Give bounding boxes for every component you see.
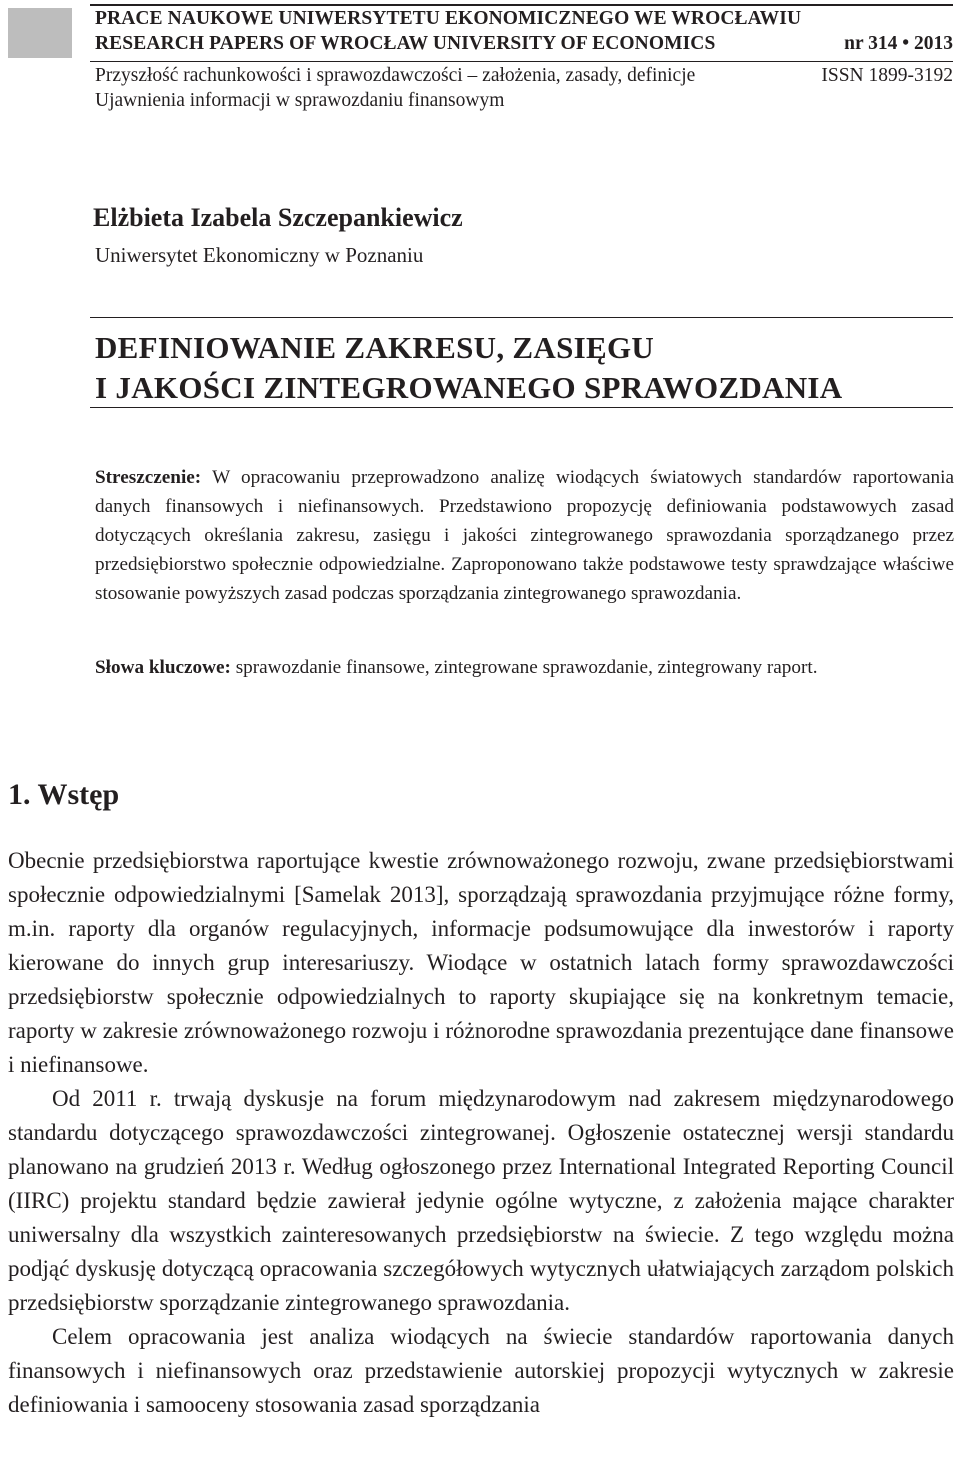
keywords-label: Słowa kluczowe: [95, 657, 231, 678]
keywords-text: sprawozdanie finansowe, zintegrowane sprawozdanie, zintegrowany raport. [235, 657, 818, 678]
journal-name-polish: PRACE NAUKOWE UNIWERSYTETU EKONOMICZNEGO WE WROCŁAWIU [95, 8, 802, 29]
body-paragraph-1: Obecnie przedsiębiorstwa raportujące kwestie zrównoważonego rozwoju, zwane przedsiębiorstwami społecznie odpowiedzialnymi [Samelak 2013], sporządzają sprawozdania przyjmujące różne formy, m.in. raporty dla organów regulacyjnych, informacje podsumowujące dla inwestorów i raporty kierowane do innych grup interesariuszy. Wiodące w ostatnich latach formy sprawozdawczości przedsiębiorstw społecznie odpowiedzialnych to raporty skupiające się na konkretnym temacie, raporty w zakresie zrównoważonego rozwoju i różnorodne sprawozdania prezentujące dane finansowe i niefinansowe. [8, 848, 954, 1077]
paper-title [95, 328, 842, 408]
header-top-rule [90, 4, 953, 6]
title-bottom-rule [90, 407, 953, 408]
paper-title-line-2: I JAKOŚCI ZINTEGROWANEGO SPRAWOZDANIA [95, 370, 843, 405]
title-top-rule [90, 317, 953, 318]
keywords [95, 653, 954, 682]
abstract [95, 463, 954, 608]
paper-title-line-1: DEFINIOWANIE ZAKRESU, ZASIĘGU [95, 330, 655, 365]
abstract-label: Streszczenie: [95, 467, 202, 488]
series-title: Przyszłość rachunkowości i sprawozdawczości – założenia, zasady, definicje [95, 65, 696, 86]
journal-name-english: RESEARCH PAPERS OF WROCŁAW UNIVERSITY OF ECONOMICS [95, 33, 716, 54]
issn-number: ISSN 1899-3192 [821, 65, 953, 86]
header-gray-block [8, 8, 72, 58]
volume-title: Ujawnienia informacji w sprawozdaniu finansowym [95, 90, 505, 111]
body-paragraph-3: Celem opracowania jest analiza wiodących na świecie standardów raportowania danych finansowych i niefinansowych oraz przedstawienie autorskiej propozycji wytycznych w zakresie definiowania i samooceny stosowania zasad sporządzania [8, 1324, 954, 1417]
body-paragraph-2: Od 2011 r. trwają dyskusje na forum międzynarodowym nad zakresem międzynarodowego standardu dotyczącego sprawozdawczości zintegrowanej. Ogłoszenie ostatecznej wersji standardu planowano na grudzień 2013 r. Według ogłoszonego przez International Integrated Reporting Council (IIRC) projektu standard będzie zawierał jedynie ogólne wytyczne, z założenia mające charakter uniwersalny dla wszystkich zainteresowanych przedsiębiorstw na świecie. Z tego względu można podjąć dyskusję dotyczącą opracowania szczegółowych wytycznych ułatwiających zarządom polskich przedsiębiorstw sporządzanie zintegrowanego sprawozdania. [8, 1086, 954, 1315]
abstract-text: W opracowaniu przeprowadzono analizę wiodących światowych standardów raportowania danych finansowych i niefinansowych. Przedstawiono propozycję definiowania podstawowych zasad dotyczących określania zakresu, zasięgu i jakości zintegrowanego sprawozdania sporządzanego przez przedsiębiorstwo społecznie odpowiedzialne. Zaproponowano także podstawowe testy sprawdzające właściwe stosowanie powyższych zasad podczas sporządzania zintegrowanego sprawozdania. [95, 467, 955, 604]
author-name: Elżbieta Izabela Szczepankiewicz [93, 203, 463, 232]
header-middle-rule [90, 61, 953, 62]
body-text [8, 844, 954, 1422]
section-heading: 1. Wstęp [8, 778, 120, 811]
issue-number: nr 314 • 2013 [844, 33, 953, 54]
author-affiliation: Uniwersytet Ekonomiczny w Poznaniu [95, 243, 424, 267]
